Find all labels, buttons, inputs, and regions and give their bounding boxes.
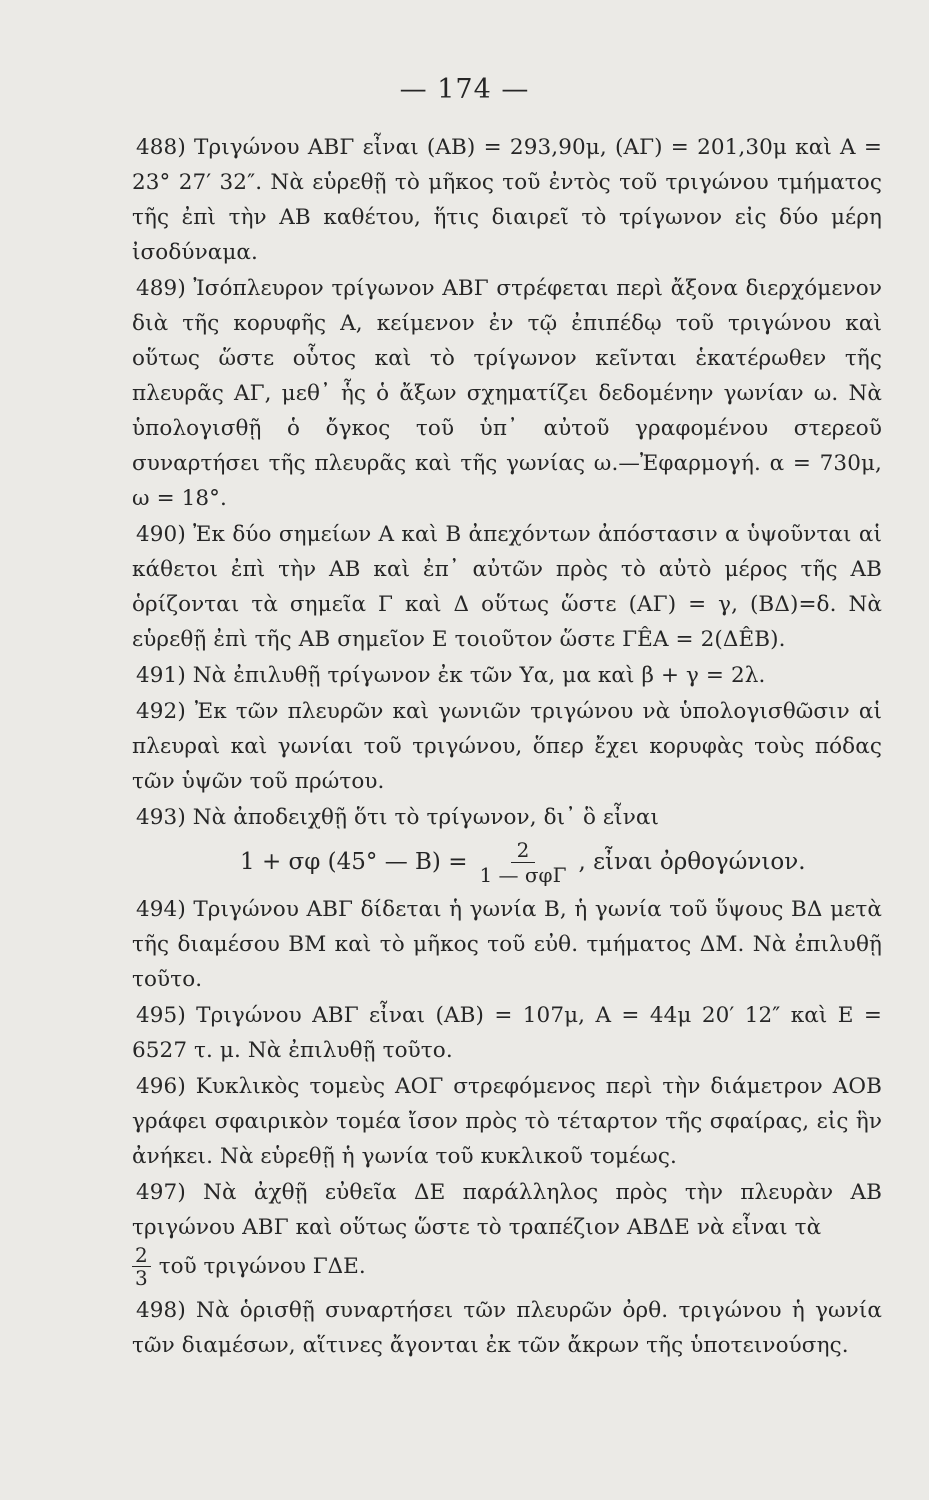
formula-493-lhs: 1 + σφ (45° — Β) = [240, 849, 468, 875]
fraction-497-numerator: 2 [132, 1244, 151, 1267]
fraction-497-denominator: 3 [135, 1266, 148, 1290]
problem-496: 496) Κυκλικὸς τομεὺς ΑΟΓ στρεφόμενος περὶ τὴν διάμετρον ΑΟΒ γράφει σφαιρικὸν τομέα ἴσον πρὸς τὸ τέταρτον τῆς σφαίρας, εἰς ἣν ἀνήκει. Νὰ εὑρεθῇ ἡ γωνία τοῦ κυκλικοῦ τομέως. [132, 1074, 882, 1169]
problem-491: 491) Νὰ ἐπιλυθῇ τρίγωνον ἐκ τῶν Υα, μα καὶ β + γ = 2λ. [136, 663, 766, 688]
problem-498: 498) Νὰ ὁρισθῇ συναρτήσει τῶν πλευρῶν ὀρθ. τριγώνου ἡ γωνία τῶν διαμέσων, αἵτινες ἄγονται ἐκ τῶν ἄκρων τῆς ὑποτεινούσης. [132, 1298, 882, 1358]
problem-488: 488) Τριγώνου ΑΒΓ εἶναι (ΑΒ) = 293,90μ, (ΑΓ) = 201,30μ καὶ Α = 23° 27′ 32″. Νὰ εὑρεθῇ τὸ μῆκος τοῦ ἐντὸς τοῦ τριγώνου τμήματος τῆς ἐπὶ τὴν ΑΒ καθέτου, ἥτις διαιρεῖ τὸ τρίγωνον εἰς δύο μέρη ἰσοδύναμα. [132, 135, 882, 265]
fraction-497-tail: τοῦ τριγώνου ΓΔΕ. [158, 1254, 366, 1279]
formula-493-denominator: 1 — σφΓ [479, 862, 567, 887]
fraction-497 [132, 1244, 151, 1289]
page-content [132, 130, 882, 1364]
problem-497-continuation [132, 1244, 882, 1289]
formula-493-fraction [473, 838, 572, 887]
problem-492: 492) Ἐκ τῶν πλευρῶν καὶ γωνιῶν τριγώνου νὰ ὑπολογισθῶσιν αἱ πλευραὶ καὶ γωνίαι τοῦ τριγώνου, ὅπερ ἔχει κορυφὰς τοὺς πόδας τῶν ὑψῶν τοῦ πρώτου. [132, 699, 882, 794]
problem-497: 497) Νὰ ἀχθῇ εὐθεῖα ΔΕ παράλληλος πρὸς τὴν πλευρὰν ΑΒ τριγώνου ΑΒΓ καὶ οὕτως ὥστε τὸ τραπέζιον ΑΒΔΕ νὰ εἶναι τὰ [132, 1180, 882, 1240]
problem-494: 494) Τριγώνου ΑΒΓ δίδεται ἡ γωνία Β, ἡ γωνία τοῦ ὕψους ΒΔ μετὰ τῆς διαμέσου ΒΜ καὶ τὸ μῆκος τοῦ εὐθ. τμήματος ΔΜ. Νὰ ἐπιλυθῇ τοῦτο. [132, 897, 882, 992]
problem-495: 495) Τριγώνου ΑΒΓ εἶναι (ΑΒ) = 107μ, Α = 44μ 20′ 12″ καὶ Ε = 6527 τ. μ. Νὰ ἐπιλυθῇ τοῦτο. [132, 1003, 882, 1063]
problem-493: 493) Νὰ ἀποδειχθῇ ὅτι τὸ τρίγωνον, δι᾽ ὃ εἶναι [136, 805, 660, 830]
page-number: — 174 — [399, 74, 530, 105]
formula-493-tail: , εἶναι ὀρθογώνιον. [578, 849, 806, 875]
problem-490: 490) Ἐκ δύο σημείων Α καὶ Β ἀπεχόντων ἀπόστασιν α ὑψοῦνται αἱ κάθετοι ἐπὶ τὴν ΑΒ καὶ ἐπ᾽ αὐτῶν πρὸς τὸ αὐτὸ μέρος τῆς ΑΒ ὁρίζονται τὰ σημεῖα Γ καὶ Δ οὕτως ὥστε (ΑΓ) = γ, (ΒΔ)=δ. Νὰ εὑρεθῇ ἐπὶ τῆς ΑΒ σημεῖον Ε τοιοῦτον ὥστε ΓÊΑ = 2(ΔÊΒ). [132, 522, 882, 652]
formula-493 [240, 834, 882, 890]
formula-493-numerator: 2 [511, 838, 536, 863]
problem-489: 489) Ἰσόπλευρον τρίγωνον ΑΒΓ στρέφεται περὶ ἄξονα διερχόμενον διὰ τῆς κορυφῆς Α, κείμενον ἐν τῷ ἐπιπέδῳ τοῦ τριγώνου καὶ οὕτως ὥστε οὗτος καὶ τὸ τρίγωνον κεῖνται ἑκατέρωθεν τῆς πλευρᾶς ΑΓ, μεθ᾽ ἧς ὁ ἄξων σχηματίζει δεδομένην γωνίαν ω. Νὰ ὑπολογισθῇ ὁ ὄγκος τοῦ ὑπ᾽ αὐτοῦ γραφομένου στερεοῦ συναρτήσει τῆς πλευρᾶς καὶ τῆς γωνίας ω.—Ἐφαρμογή. α = 730μ, ω = 18°. [132, 276, 882, 511]
